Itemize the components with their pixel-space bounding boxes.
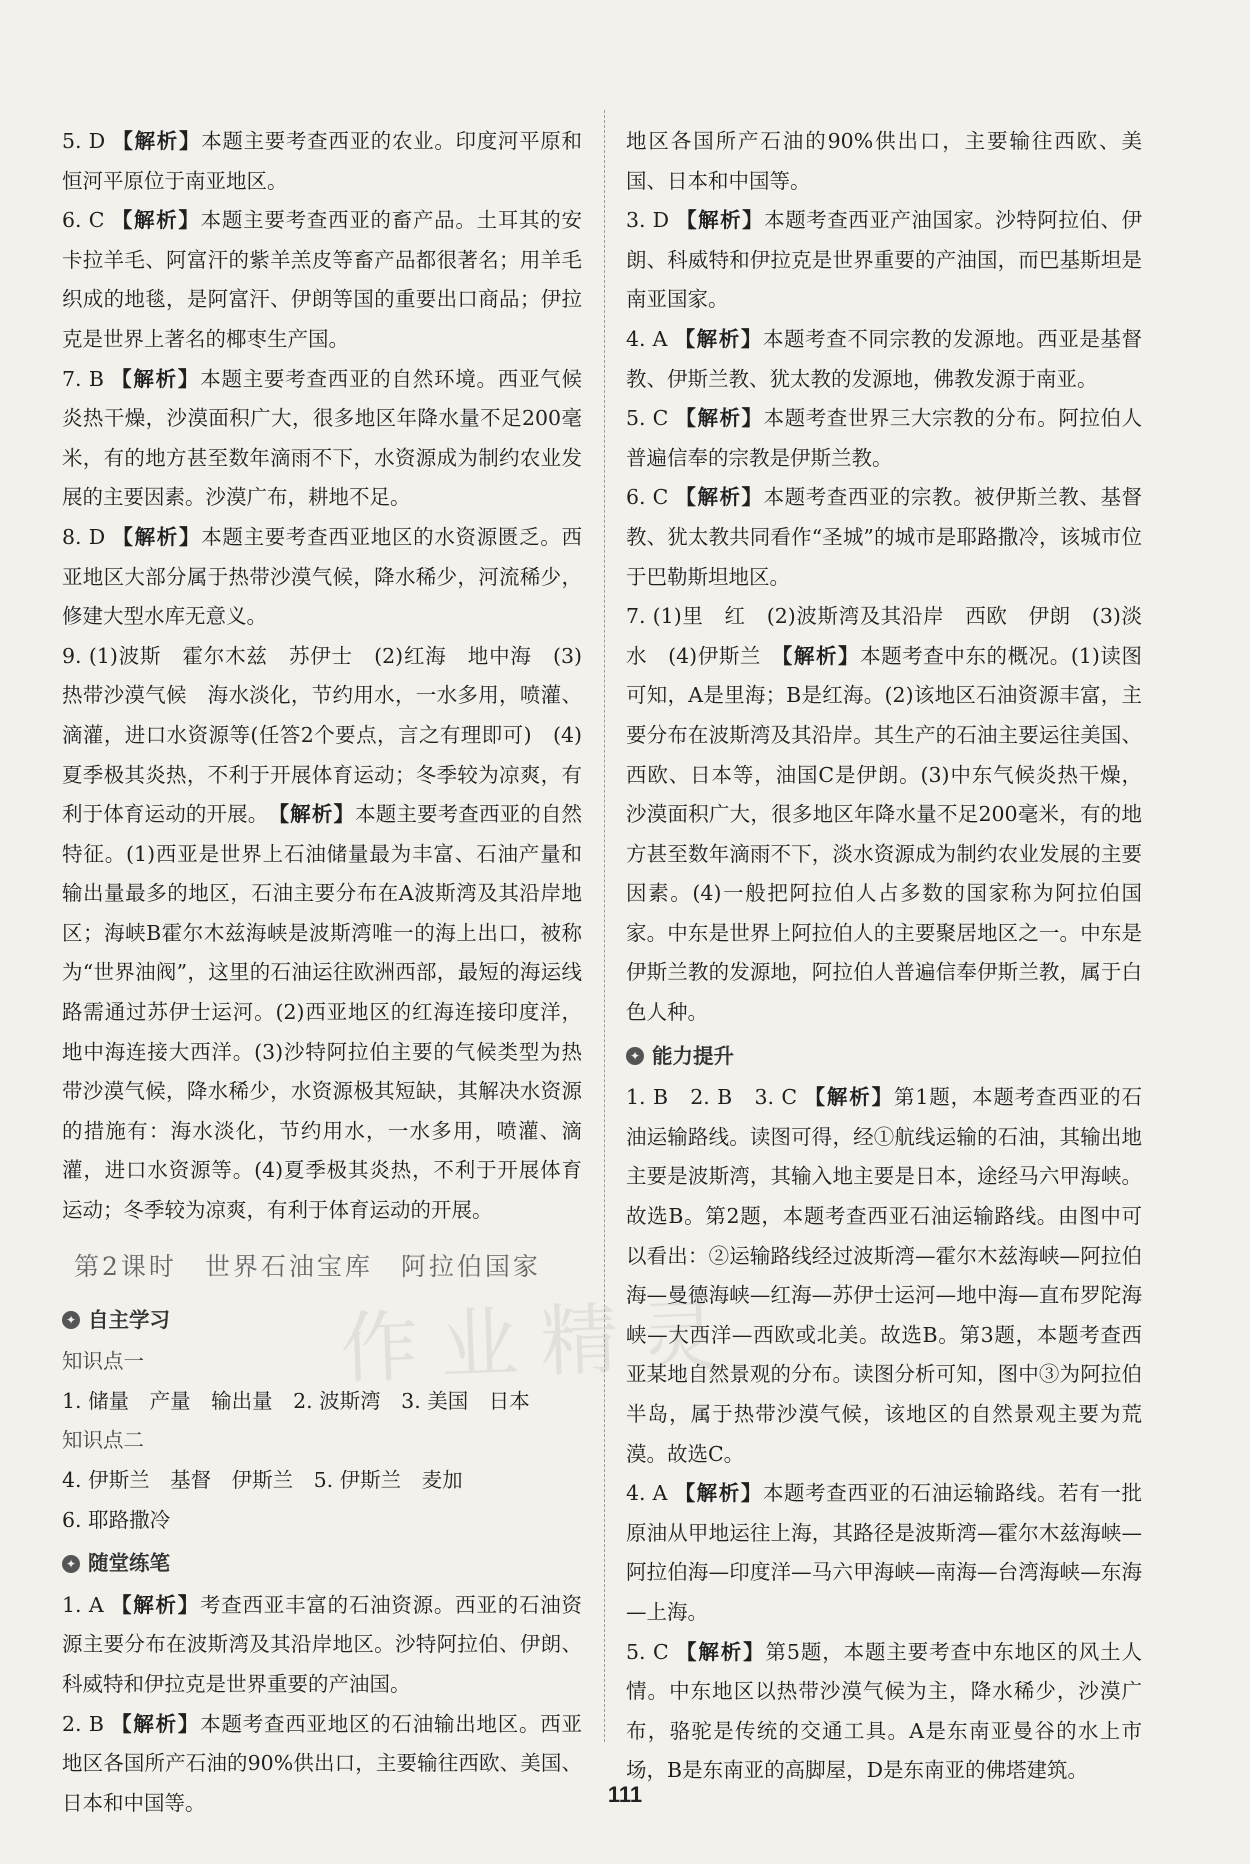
answer-6: 6. C 【解析】本题主要考查西亚的畜产品。土耳其的安卡拉羊毛、阿富汗的紫羊羔皮等畜产品都很著名；用羊毛织成的地毯，是阿富汗、伊朗等国的重要出口商品；伊拉克是世界上著名的椰枣生产国。 <box>62 208 583 351</box>
analysis-tag: 【解析】 <box>111 366 201 391</box>
analysis-tag: 【解析】 <box>675 485 764 510</box>
practice-answer-7: 7. (1)里 红 (2)波斯湾及其沿岸 西欧 伊朗 (3)淡水 (4)伊斯兰 【解析】本题考查中东的概况。(1)读图可知，A是里海；B是红海。(2)该地区石油资源丰富，主要分布在波斯湾及其沿岸。其生产的石油主要运往美国、西欧、日本等，油国C是伊朗。(3)中东气候炎热干燥，沙漠面积广大，很多地区年降水量不足200毫米，有的地方甚至数年滴雨不下，淡水资源成为制约农业发展的主要因素。(4)一般把阿拉伯人占多数的国家称为阿拉伯国家。中东是世界上阿拉伯人的主要聚居地区之一。中东是伊斯兰教的发源地，阿拉伯人普遍信奉伊斯兰教，属于白色人种。 <box>626 604 1142 1025</box>
analysis-tag: 【解析】 <box>676 1639 766 1664</box>
practice-answer-6: 6. C 【解析】本题考查西亚的宗教。被伊斯兰教、基督教、犹太教共同看作“圣城”的城市是耶路撒冷，该城市位于巴勒斯坦地区。 <box>626 485 1143 589</box>
analysis-tag: 【解析】 <box>111 1711 201 1736</box>
column-divider <box>604 110 605 1742</box>
analysis-tag: 【解析】 <box>804 1085 894 1110</box>
practice-answer-2-continued: 地区各国所产石油的90%供出口，主要输往西欧、美国、日本和中国等。 <box>626 129 1142 193</box>
section-ability <box>626 1037 1142 1077</box>
analysis-tag: 【解析】 <box>112 524 202 549</box>
knowledge-point-2-line-1: 4. 伊斯兰 基督 伊斯兰 5. 伊斯兰 麦加 <box>62 1468 463 1492</box>
analysis-tag: 【解析】 <box>674 326 763 351</box>
analysis-tag: 【解析】 <box>111 208 201 233</box>
answer-7: 7. B 【解析】本题主要考查西亚的自然环境。西亚气候炎热干燥，沙漠面积广大，很多地区年降水量不足200毫米，有的地方甚至数年滴雨不下，水资源成为制约农业发展的主要因素。沙漠广布，耕地不足。 <box>62 366 582 510</box>
section-practice-label: 随堂练笔 <box>88 1551 170 1576</box>
analysis-tag: 【解析】 <box>675 406 764 431</box>
star-icon: ✦ <box>62 1555 80 1573</box>
ability-answer-1-3: 1. B 2. B 3. C 【解析】第1题，本题考查西亚的石油运输路线。读图可得，经①航线运输的石油，其输出地主要是波斯湾，其输入地主要是日本，途经马六甲海峡。故选B。第2题，本题考查西亚石油运输路线。由图中可以看出：②运输路线经过波斯湾—霍尔木兹海峡—阿拉伯海—曼德海峡—红海—苏伊士运河—地中海—直布罗陀海峡—大西洋—西欧或北美。故选B。第3题，本题考查西亚某地自然景观的分布。读图分析可知，图中③为阿拉伯半岛，属于热带沙漠气候，该地区的自然景观主要为荒漠。故选C。 <box>626 1085 1143 1466</box>
knowledge-point-2-line-2: 6. 耶路撒冷 <box>62 1507 171 1532</box>
right-column <box>626 122 1142 1791</box>
knowledge-point-1-label: 知识点一 <box>62 1349 144 1374</box>
analysis-tag: 【解析】 <box>112 129 202 153</box>
watermark: 作业精灵 <box>338 1291 742 1395</box>
practice-answer-3: 3. D 【解析】本题考查西亚产油国家。沙特阿拉伯、伊朗、科威特和伊拉克是世界重要的产油国，而巴基斯坦是南亚国家。 <box>626 208 1143 312</box>
practice-answer-5: 5. C 【解析】本题考查世界三大宗教的分布。阿拉伯人普遍信奉的宗教是伊斯兰教。 <box>626 406 1143 470</box>
analysis-tag: 【解析】 <box>782 643 861 668</box>
section-ability-label: 能力提升 <box>652 1043 734 1068</box>
page-number: 111 <box>607 1782 643 1807</box>
analysis-tag: 【解析】 <box>674 1481 763 1506</box>
knowledge-point-1-answers: 1. 储量 产量 输出量 2. 波斯湾 3. 美国 日本 <box>62 1388 530 1413</box>
practice-answer-1: 1. A 【解析】考查西亚丰富的石油资源。西亚的石油资源主要分布在波斯湾及其沿岸地区。沙特阿拉伯、伊朗、科威特和伊拉克是世界重要的产油国。 <box>62 1592 583 1696</box>
ability-answer-4: 4. A 【解析】本题考查西亚的石油运输路线。若有一批原油从甲地运往上海，其路径是波斯湾—霍尔木兹海峡—阿拉伯海—印度洋—马六甲海峡—南海—台湾海峡—东海—上海。 <box>626 1481 1143 1624</box>
answer-5: 5. D 【解析】本题主要考查西亚的农业。印度河平原和恒河平原位于南亚地区。 <box>62 129 583 193</box>
analysis-tag: 【解析】 <box>278 802 356 827</box>
section-self-study-label: 自主学习 <box>88 1307 170 1332</box>
section-self-study <box>62 1301 582 1341</box>
analysis-tag: 【解析】 <box>676 208 765 233</box>
answer-9: 9. (1)波斯 霍尔木兹 苏伊士 (2)红海 地中海 (3)热带沙漠气候 海水淡化，节约用水，一水多用，喷灌、滴灌，进口水资源等(任答2个要点，言之有理即可) (4)夏季极其炎热，不利于开展体育运动；冬季较为凉爽，有利于体育运动的开展。 【解析】本题主要考查西亚的自然特征。(1)西亚是世界上石油储量最为丰富、石油产量和输出量最多的地区，石油主要分布在A波斯湾及其沿岸地区；海峡B霍尔木兹海峡是波斯湾唯一的海上出口，被称为“世界油阀”，这里的石油运往欧洲西部，最短的海运线路需通过苏伊士运河。(2)西亚地区的红海连接印度洋，地中海连接大西洋。(3)沙特阿拉伯主要的气候类型为热带沙漠气候，降水稀少，水资源极其短缺，其解决水资源的措施有：海水淡化，节约用水，一水多用，喷灌、滴灌，进口水资源等。(4)夏季极其炎热，不利于开展体育运动；冬季较为凉爽，有利于体育运动的开展。 <box>62 643 583 1223</box>
left-column <box>62 122 583 1815</box>
practice-answer-2: 2. B 【解析】本题考查西亚地区的石油输出地区。西亚地区各国所产石油的90%供出口，主要输往西欧、美国、日本和中国等。 <box>62 1711 582 1815</box>
star-icon: ✦ <box>626 1047 644 1065</box>
lesson-title: 第2课时 世界石油宝库 阿拉伯国家 <box>74 1251 541 1281</box>
answer-8: 8. D 【解析】本题主要考查西亚地区的水资源匮乏。西亚地区大部分属于热带沙漠气候，降水稀少，河流稀少，修建大型水库无意义。 <box>62 524 583 629</box>
practice-answer-4: 4. A 【解析】本题考查不同宗教的发源地。西亚是基督教、伊斯兰教、犹太教的发源地，佛教发源于南亚。 <box>626 326 1143 391</box>
star-icon: ✦ <box>62 1311 80 1329</box>
knowledge-point-2-label: 知识点二 <box>62 1428 144 1453</box>
section-practice <box>62 1544 582 1584</box>
ability-answer-5: 5. C 【解析】第5题，本题主要考查中东地区的风土人情。中东地区以热带沙漠气候为主，降水稀少，沙漠广布，骆驼是传统的交通工具。A是东南亚曼谷的水上市场，B是东南亚的高脚屋，D是东南亚的佛塔建筑。 <box>626 1639 1142 1783</box>
analysis-tag: 【解析】 <box>110 1592 200 1617</box>
